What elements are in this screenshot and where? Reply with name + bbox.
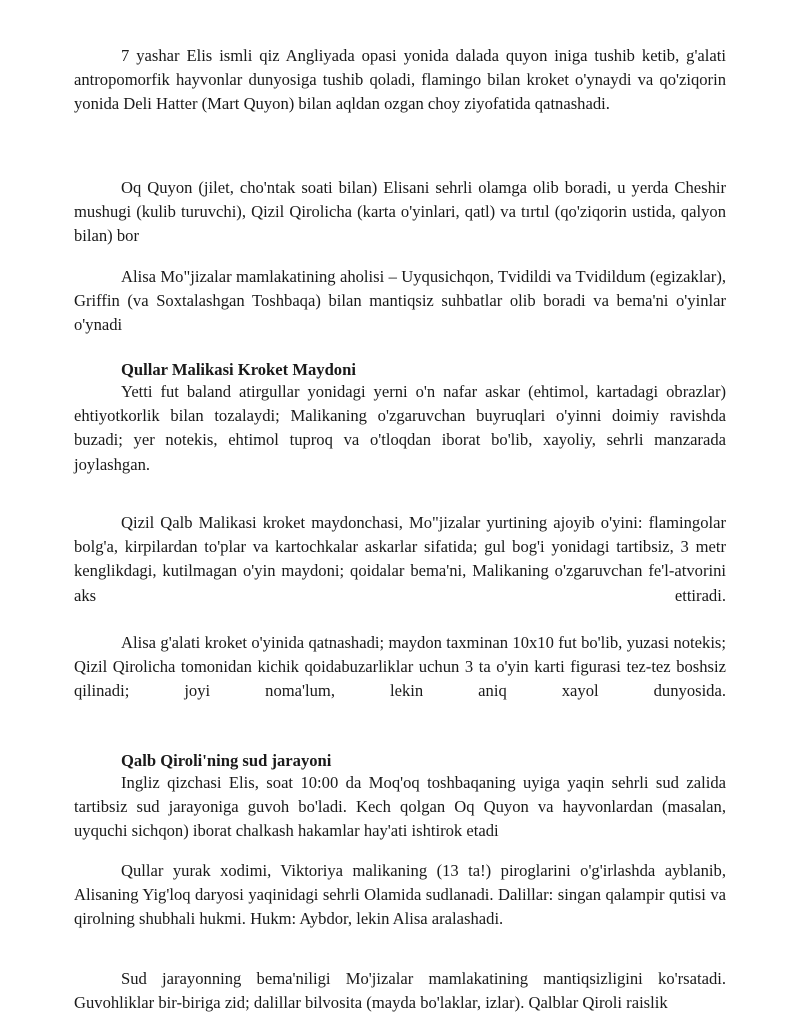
paragraph-wonderland-residents: Alisa Mo"jizalar mamlakatining aholisi – Uyqusichqon, Tvidildi va Tvidildum (egizaklar), Griffin (va Soxtalashgan Toshbaqa) bilan mantiqsiz suhbatlar olib boradi va bema'ni o'yinlar o'ynadi xyxy=(74,267,726,335)
paragraph-croquet-game: Alisa g'alati kroket o'yinida qatnashadi; maydon taxminan 10x10 fut bo'lib, yuzasi notekis; Qizil Qirolicha tomonidan kichik qoidabuzarliklar uchun 3 ta o'yin karti figurasi tez-tez boshsiz qilinadi; joyi noma'lum, lekin aniq xayol dunyosida. xyxy=(74,633,726,701)
paragraph-croquet-soldiers: Yetti fut baland atirgullar yonidagi yerni o'n nafar askar (ehtimol, kartadagi obrazlar) ehtiyotkorlik bilan tozalaydi; Malikaning o'zgaruvchan buyruqlari o'yinni doimiy ravishda buzadi; yer notekis, ehtimol tuproq va o'tloqdan iborat bo'lib, xayoliy, sehrli manzarada joylashgan. xyxy=(74,382,726,474)
paragraph-trial-absurdity: Sud jarayonning bema'niligi Mo'jizalar mamlakatining mantiqsizligini ko'rsatadi. Guvohliklar bir-biriga zid; dalillar bilvosita (mayda bo'laklar, izlar). Qalblar Qiroli raislik xyxy=(74,969,726,1013)
paragraph-trial-accused: Qullar yurak xodimi, Viktoriya malikaning (13 ta!) piroglarini o'g'irlashda ayblanib, Alisaning Yig'loq daryosi yaqinidagi sehrli Olamida sudlanadi. Dalillar: singan qalampir qutisi va qirolning shubhali hukmi. Hukm: Aybdor, lekin Alisa aralashadi. xyxy=(74,861,726,929)
paragraph-croquet-field: Qizil Qalb Malikasi kroket maydonchasi, Mo"jizalar yurtining ajoyib o'yini: flamingolar bolg'a, kirpilardan to'plar va kartochkalar askarlar sifatida; gul bog'i yonidagi tartibsiz, 3 metr kenglikdagi, kutilmagan o'yin maydoni; qoidalar bema'ni, Malikaning o'zgaruvchan fe'l-atvorini aks ettiradi. xyxy=(74,513,726,605)
paragraph-alice-intro: 7 yashar Elis ismli qiz Angliyada opasi yonida dalada quyon iniga tushib ketib, g'alati antropomorfik hayvonlar dunyosiga tushib qoladi, flamingo bilan kroket o'ynaydi va qo'ziqorin yonida Deli Hatter (Mart Quyon) bilan aqldan ozgan choy ziyofatida qatnashadi. xyxy=(74,46,726,114)
heading-croquet-ground: Qullar Malikasi Kroket Maydoni xyxy=(121,360,356,379)
paragraph-trial-witness: Ingliz qizchasi Elis, soat 10:00 da Moq'oq toshbaqaning uyiga yaqin sehrli sud zalida tartibsiz sud jarayoniga guvoh bo'ladi. Kech qolgan Oq Quyon va hayvonlardan (masalan, uyquchi sichqon) iborat chalkash hakamlar hay'ati ishtirok etadi xyxy=(74,773,726,841)
heading-trial: Qalb Qiroli'ning sud jarayoni xyxy=(121,751,332,770)
paragraph-white-rabbit: Oq Quyon (jilet, cho'ntak soati bilan) Elisani sehrli olamga olib boradi, u yerda Cheshir mushugi (kulib turuvchi), Qizil Qirolicha (karta o'yinlari, qatl) va tırtıl (qo'ziqorin ustida, qalyon bilan) bor xyxy=(74,178,726,246)
